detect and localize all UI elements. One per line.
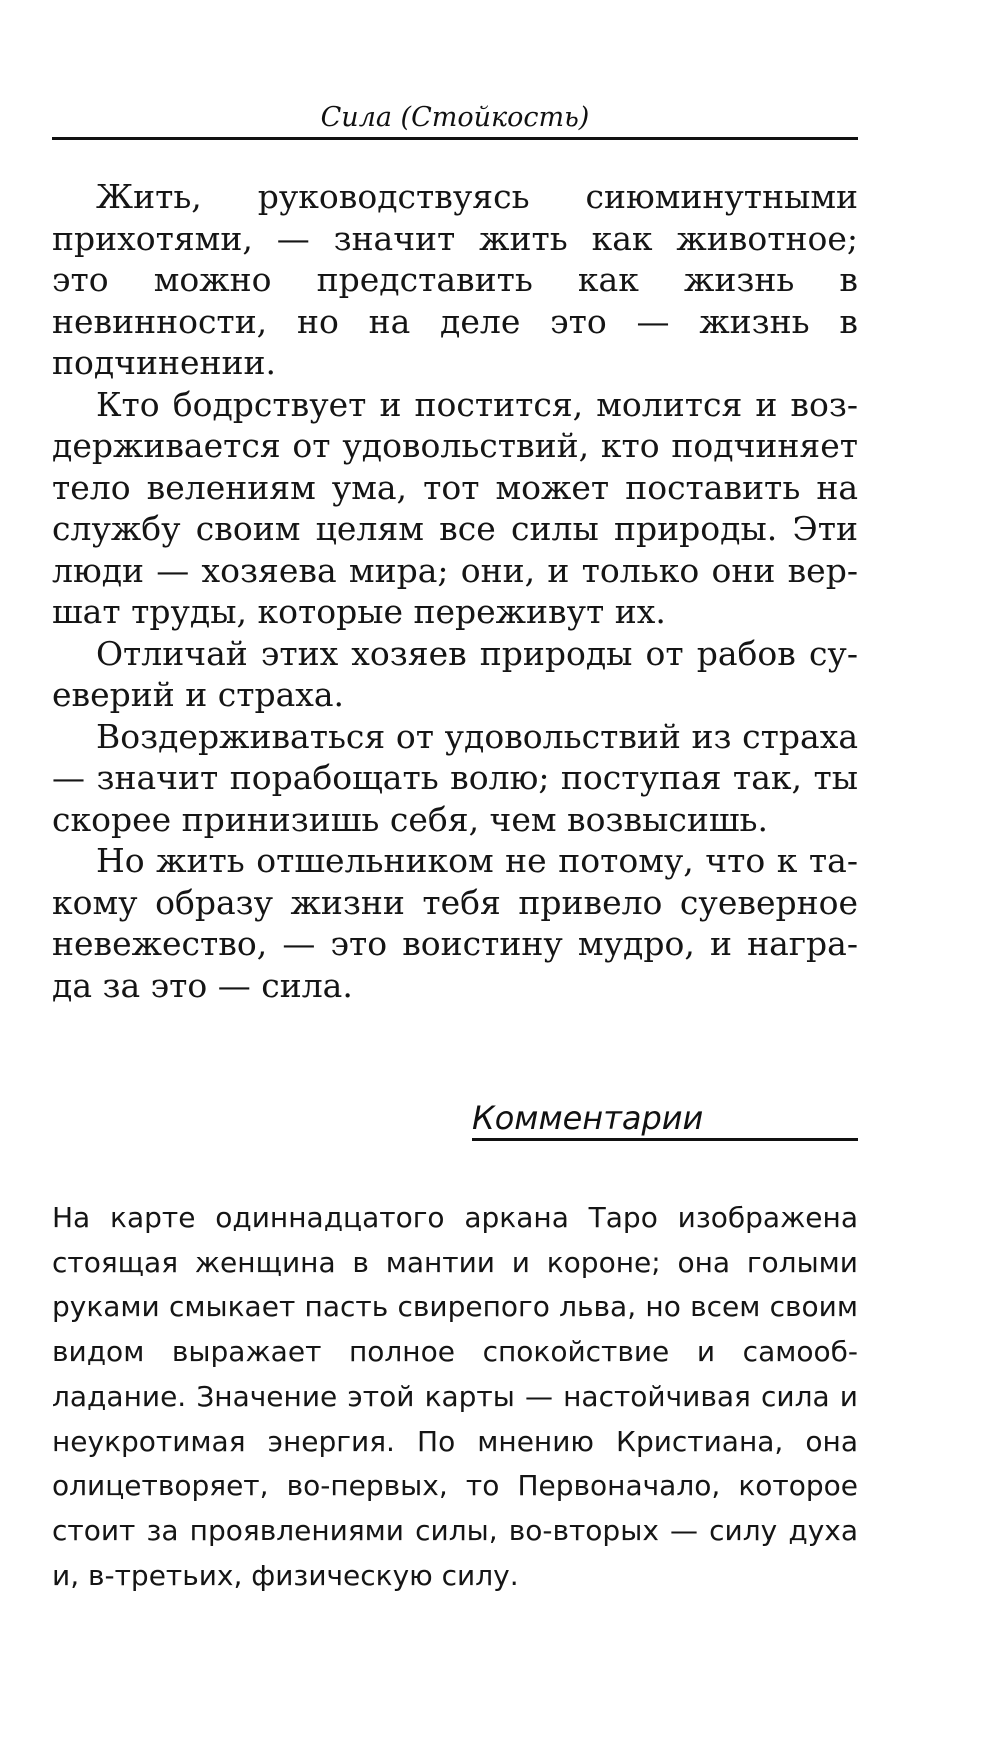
paragraph: Но жить отшельником не потому, что к такому образу жизни тебя привело суеверное невежество, — это воистину мудро, и награда за это — сила. (52, 841, 858, 1005)
paragraph: Кто бодрствует и постится, молится и воздерживается от удовольствий, кто подчиняет тело велениям ума, тот может поставить на службу своим целям все силы природы. Эти люди — хозяева мира; они, и только они вершат труды, которые переживут их. (52, 384, 858, 631)
paragraph: Воздерживаться от удовольствий из страха — значит порабощать волю; поступая так, ты скорее принизишь себя, чем возвысишь. (52, 716, 858, 839)
book-page (52, 0, 858, 1738)
commentary-text: На карте одиннадцатого аркана Таро изображена стоящая женщина в мантии и короне; она голыми руками смыкает пасть свирепого льва, но всем своим видом выражает полное спокойствие и самообладание. Значение этой карты — настойчивая сила и неукротимая энергия. По мнению Кристиана, она олицетворяет, во-первых, то Первоначало, которое стоит за проявлениями силы, во-вторых — силу духа и, в-третьих, физическую силу. (52, 1201, 858, 1592)
running-head-title: Сила (Стойкость) (320, 102, 590, 133)
paragraph: Жить, руководствуясь сиюминутными прихотями, — значит жить как животное; это можно представить как жизнь в невинности, но на деле это — жизнь в подчинении. (52, 177, 858, 382)
paragraph: Отличай этих хозяев природы от рабов суеверий и страха. (52, 633, 858, 714)
main-text (52, 176, 858, 1006)
commentary-heading: Комментарии (472, 1099, 704, 1137)
commentary-heading-rule (472, 1138, 858, 1141)
header-rule (52, 137, 858, 140)
